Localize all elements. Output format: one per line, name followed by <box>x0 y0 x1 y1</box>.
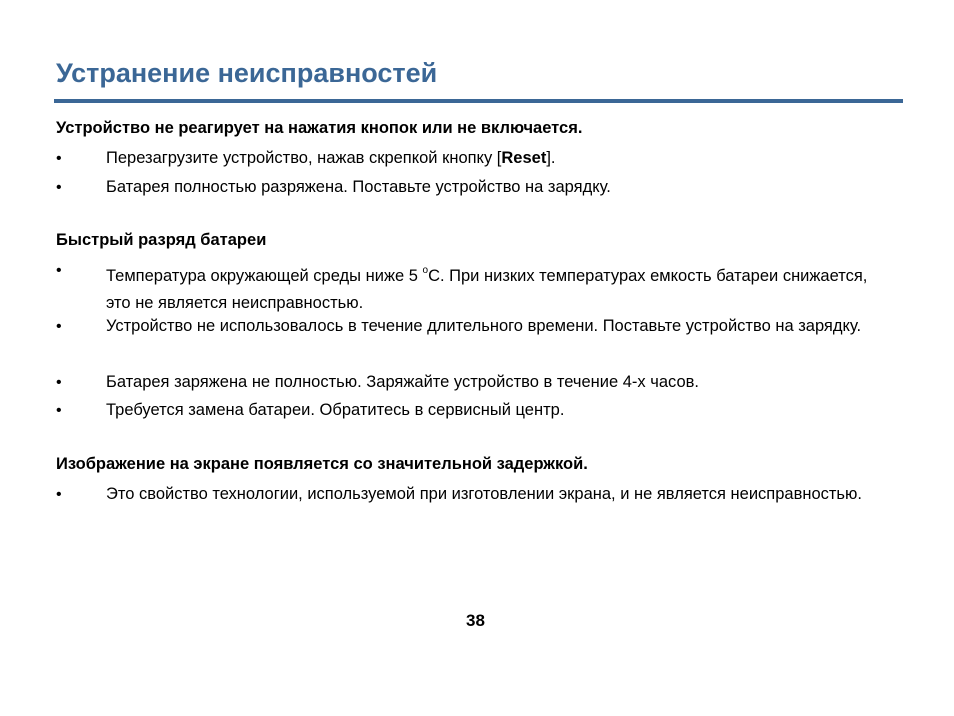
item-text: Требуется замена батареи. Обратитесь в сервисный центр. <box>106 401 565 419</box>
list-item <box>56 481 896 508</box>
bullet-icon: • <box>56 262 62 279</box>
item-text: Устройство не использовалось в течение длительного времени. Поставьте устройство на зарядку. <box>106 317 862 335</box>
section-heading-display-delay: Изображение на экране появляется со значительной задержкой. <box>56 455 588 473</box>
item-text: Батарея полностью разряжена. Поставьте устройство на зарядку. <box>106 178 611 196</box>
bullet-icon: • <box>56 318 62 335</box>
item-text: Это свойство технологии, используемой при изготовлении экрана, и не является неисправностью. <box>106 485 862 503</box>
bullet-icon: • <box>56 150 62 167</box>
title-underline <box>54 99 903 103</box>
section-heading-fast-discharge: Быстрый разряд батареи <box>56 231 267 249</box>
reset-key-label: Reset <box>501 149 547 167</box>
list-item <box>56 174 896 201</box>
page-number: 38 <box>466 611 485 630</box>
list-item <box>56 369 896 396</box>
item-text-before: Температура окружающей среды ниже 5 <box>106 267 423 285</box>
list-item <box>56 313 896 340</box>
list-item <box>56 145 896 172</box>
bullet-icon: • <box>56 374 62 391</box>
bullet-icon: • <box>56 486 62 503</box>
item-text-after: С. При низких температурах емкость батареи снижается, это не является неисправностью. <box>106 267 868 312</box>
bullet-icon: • <box>56 402 62 419</box>
item-text-after: ]. <box>546 149 556 167</box>
bullet-icon: • <box>56 179 62 196</box>
item-text-before: Перезагрузите устройство, нажав скрепкой кнопку [ <box>106 149 502 167</box>
item-text: Батарея заряжена не полностью. Заряжайте устройство в течение 4-х часов. <box>106 373 699 391</box>
page-title: Устранение неисправностей <box>56 58 438 88</box>
degree-sign: o <box>422 265 429 276</box>
list-item <box>56 397 896 424</box>
section-heading-no-response: Устройство не реагирует на нажатия кнопок или не включается. <box>56 119 583 137</box>
list-item <box>56 257 896 317</box>
